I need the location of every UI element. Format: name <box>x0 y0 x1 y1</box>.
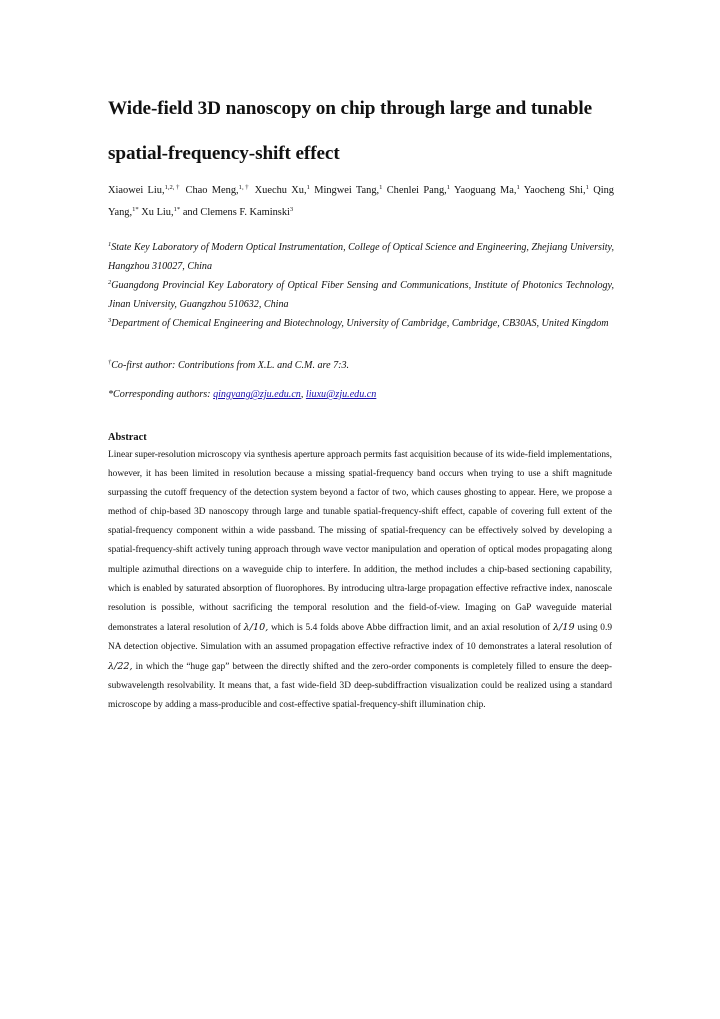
author-affil-mark: 1 <box>306 184 310 191</box>
abstract-text: in which the “huge gap” between the directly shifted and the zero-order components is completely filled to ensure the deep-subwavelength resolvability. It means that, a fast wide-field 3D deep-subdiffraction visualization could be realized using a standard microscope by adding a mass-producible and cost-effective spatial-frequency-shift illumination chip. <box>108 662 612 711</box>
corresponding-label: *Corresponding authors: <box>108 389 211 400</box>
corresponding-note <box>108 385 614 404</box>
affiliation-text: Department of Chemical Engineering and Biotechnology, University of Cambridge, Cambridge, CB30AS, United Kingdom <box>111 318 609 329</box>
author-name: Yaocheng Shi, <box>523 185 586 196</box>
cofirst-text: Co-first author: Contributions from X.L. and C.M. are 7:3. <box>111 360 350 371</box>
author-name: Qing Yang, <box>108 185 614 218</box>
author-affil-mark: 1,† <box>238 184 251 191</box>
affiliation-text: Guangdong Provincial Key Laboratory of Optical Fiber Sensing and Communications, Institute of Photonics Technology, Jinan University, Guangzhou 510632, China <box>108 280 614 310</box>
email-link-qingyang[interactable]: qingyang@zju.edu.cn <box>213 389 301 400</box>
author-list <box>108 180 614 224</box>
author-affil-mark: 1* <box>173 206 181 213</box>
abstract-body <box>108 446 612 715</box>
author-affil-mark: 1 <box>379 184 383 191</box>
paper-title: Wide-field 3D nanoscopy on chip through large and tunable spatial-frequency-shift effect <box>108 98 593 164</box>
abstract-text: Linear super-resolution microscopy via synthesis aperture approach permits fast acquisition because of its wide-field implementations, however, it has been limited in resolution because a missing spatial-frequency band occurs when trying to use a shift magnitude surpassing the cutoff frequency of the detection system beyond a factor of two, which causes ghosting to appear. Here, we propose a method of chip-based 3D nanoscopy through large and tunable spatial-frequency-shift effect, capable of covering full extent of the spatial-frequency component within a wide passband. The missing of spatial-frequency can be effectively solved by developing a spatial-frequency-shift actively tuning approach through wave vector manipulation and operation of optical modes propagating along multiple azimuthal directions on a waveguide chip to interfere. In addition, the method includes a chip-based sectioning capability, which is enabled by saturated absorption of fluorophores. By introducing ultra-large propagation effective refractive index, nanoscale resolution is possible, without sacrificing the temporal resolution and the field-of-view. Imaging on GaP waveguide material demonstrates a lateral resolution of <box>108 450 612 633</box>
abstract-heading: Abstract <box>108 432 147 443</box>
email-separator: , <box>300 389 304 400</box>
email-link-liuxu[interactable]: liuxu@zju.edu.cn <box>305 389 377 400</box>
math-lambda-10: λ/10, <box>243 621 269 633</box>
affiliation-2 <box>108 276 614 314</box>
affiliation-mark: 1 <box>108 241 112 248</box>
author-name: Xu Liu, <box>141 207 174 218</box>
affiliation-text: State Key Laboratory of Modern Optical Instrumentation, College of Optical Science and Engineering, Zhejiang University, Hangzhou 310027, China <box>108 242 614 272</box>
affiliation-mark: 3 <box>108 317 112 324</box>
author-name: and Clemens F. Kaminski <box>182 207 290 218</box>
math-lambda-19: λ/19 <box>553 621 575 633</box>
affiliation-1 <box>108 238 614 276</box>
author-affil-mark: 3 <box>289 206 294 213</box>
abstract-text: using 0.9 NA detection objective. Simulation with an assumed propagation effective refractive index of 10 demonstrates a lateral resolution of <box>108 622 612 652</box>
author-name: Mingwei Tang, <box>314 185 380 196</box>
author-affil-mark: 1 <box>516 184 520 191</box>
author-affil-mark: 1,2,† <box>164 184 182 191</box>
author-affil-mark: 1 <box>446 184 451 191</box>
author-affil-mark: 1 <box>585 184 589 191</box>
abstract-text: which is 5.4 folds above Abbe diffraction limit, and an axial resolution of <box>271 622 551 633</box>
affiliation-3 <box>108 314 614 333</box>
author-name: Xuechu Xu, <box>254 185 307 196</box>
author-name: Chenlei Pang, <box>386 185 447 196</box>
author-affil-mark: 1* <box>132 206 139 213</box>
author-name: Xiaowei Liu, <box>108 185 165 196</box>
cofirst-note <box>108 356 614 375</box>
cofirst-mark: † <box>108 359 112 366</box>
author-name: Chao Meng, <box>185 185 239 196</box>
math-lambda-22: λ/22, <box>108 661 133 673</box>
affiliation-mark: 2 <box>108 279 112 286</box>
author-name: Yaoguang Ma, <box>454 185 517 196</box>
